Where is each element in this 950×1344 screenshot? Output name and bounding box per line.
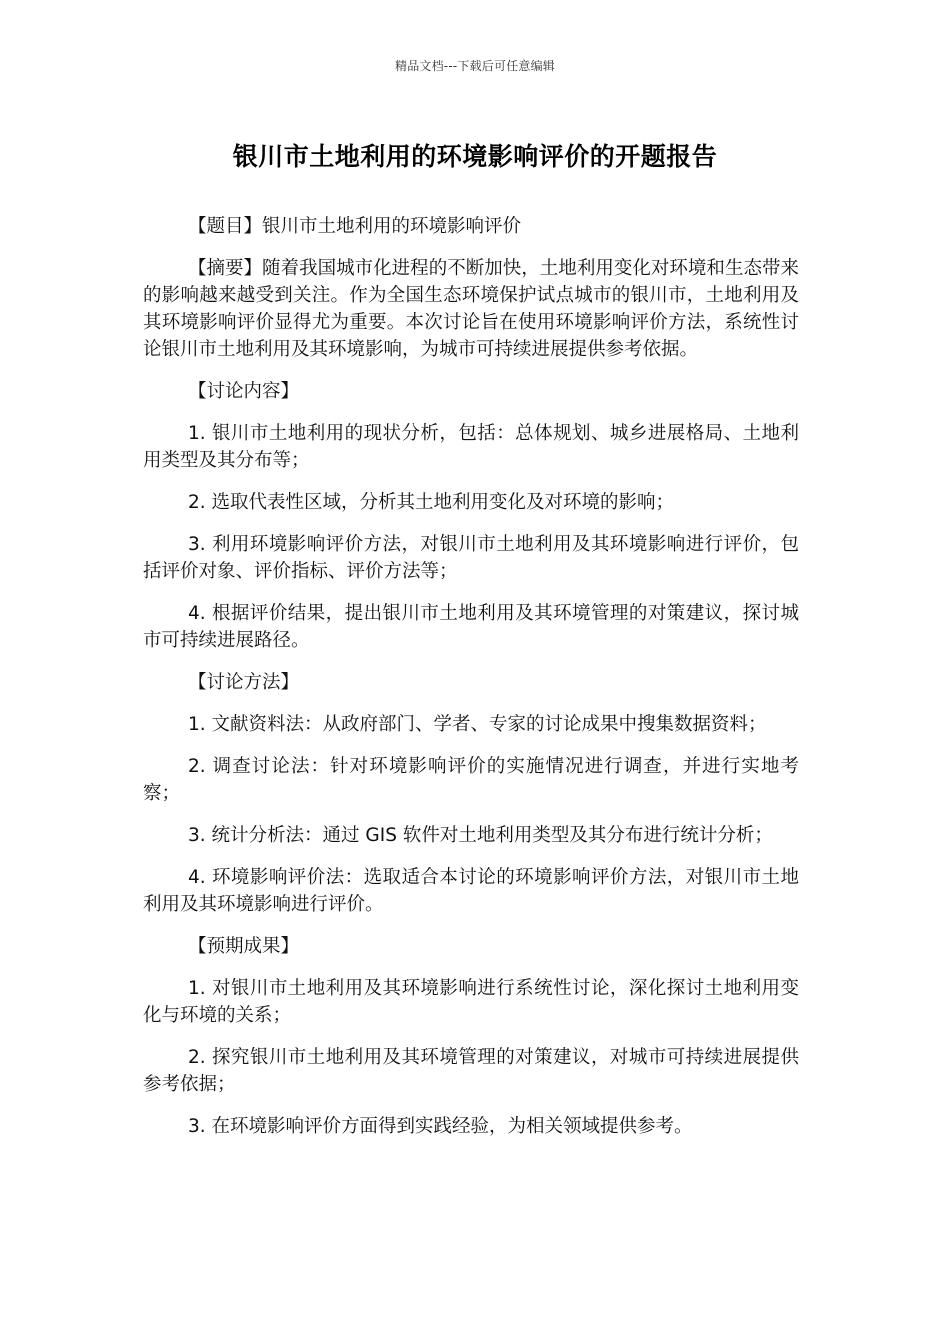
content-item-3: 3. 利用环境影响评价方法，对银川市土地利用及其环境影响进行评价，包括评价对象、评价指标、评价方法等； xyxy=(143,534,799,582)
method-item-4: 4. 环境影响评价法：选取适合本讨论的环境影响评价方法，对银川市土地利用及其环境影响进行评价。 xyxy=(143,867,799,915)
section-heading-content: 【讨论内容】 xyxy=(188,381,300,402)
topic-paragraph: 【题目】银川市土地利用的环境影响评价 xyxy=(188,216,522,237)
section-heading-methods: 【讨论方法】 xyxy=(188,672,300,693)
outcome-item-2: 2. 探究银川市土地利用及其环境管理的对策建议，对城市可持续进展提供参考依据； xyxy=(143,1047,799,1095)
section-heading-outcomes: 【预期成果】 xyxy=(188,936,300,957)
document-title: 银川市土地利用的环境影响评价的开题报告 xyxy=(232,142,718,171)
method-item-1: 1. 文献资料法：从政府部门、学者、专家的讨论成果中搜集数据资料； xyxy=(188,714,767,735)
content-item-2: 2. 选取代表性区域，分析其土地利用变化及对环境的影响； xyxy=(188,492,675,513)
outcome-item-3: 3. 在环境影响评价方面得到实践经验，为相关领域提供参考。 xyxy=(188,1116,693,1137)
document-body xyxy=(143,213,799,1155)
content-item-1: 1. 银川市土地利用的现状分析，包括：总体规划、城乡进展格局、土地利用类型及其分布等； xyxy=(143,423,799,471)
content-item-4: 4. 根据评价结果，提出银川市土地利用及其环境管理的对策建议，探讨城市可持续进展路径。 xyxy=(143,603,799,651)
outcome-item-1: 1. 对银川市土地利用及其环境影响进行系统性讨论，深化探讨土地利用变化与环境的关系； xyxy=(143,978,799,1026)
method-item-3: 3. 统计分析法：通过 GIS 软件对土地利用类型及其分布进行统计分析； xyxy=(188,825,773,846)
page-header: 精品文档---下载后可任意编辑 xyxy=(395,59,555,73)
abstract-paragraph: 【摘要】随着我国城市化进程的不断加快，土地利用变化对环境和生态带来的影响越来越受到关注。作为全国生态环境保护试点城市的银川市，土地利用及其环境影响评价显得尤为重要。本次讨论旨在使用环境影响评价方法，系统性讨论银川市土地利用及其环境影响，为城市可持续进展提供参考依据。 xyxy=(143,258,799,360)
method-item-2: 2. 调查讨论法：针对环境影响评价的实施情况进行调查，并进行实地考察； xyxy=(143,756,799,804)
